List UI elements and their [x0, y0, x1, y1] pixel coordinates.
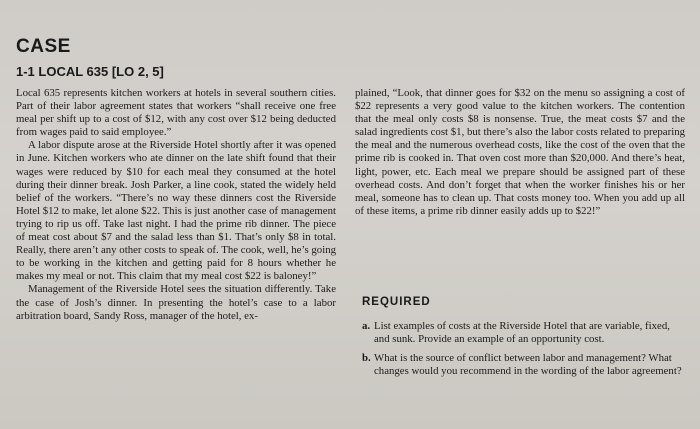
left-text-column	[16, 87, 336, 323]
required-item-b	[362, 352, 684, 378]
required-item-text: List examples of costs at the Riverside Hotel that are variable, fixed, and sunk. Provide an example of an opportunity cost.	[374, 320, 670, 346]
required-list	[362, 320, 684, 384]
case-subheading: 1-1 LOCAL 635 [LO 2, 5]	[16, 64, 164, 79]
required-item-text: What is the source of conflict between labor and management? What changes would you recommend in the wording of the labor agreement?	[374, 352, 682, 378]
paragraph-3: Management of the Riverside Hotel sees the situation differently. Take the case of Josh’s dinner. In presenting the hotel’s case to a labor arbitration board, Sandy Ross, manager of the hotel, ex-	[16, 283, 336, 322]
paragraph-1: Local 635 represents kitchen workers at hotels in several southern cities. Part of their labor agreement states that workers “shall receive one free meal per shift up to a cost of $12, with any cost over $12 being deducted from wages paid to said employee.”	[16, 87, 336, 139]
required-heading: REQUIRED	[362, 296, 431, 308]
required-item-label: a.	[362, 320, 371, 332]
required-item-label: b.	[362, 352, 371, 365]
paragraph-2: A labor dispute arose at the Riverside Hotel shortly after it was opened in June. Kitchen workers who ate dinner on the late shift found that their wages were reduced by $10 for each meal they consumed at the hotel during their dinner break. Josh Parker, a line cook, stated the widely held belief of the workers. “There’s no way these dinners cost the Riverside Hotel $12 to make, let alone $22. This is just another case of management trying to rip us off. Take last night. I had the prime rib dinner. The piece of meat cost about $7 and the salad less than $1. That’s only $8 in total. Really, there aren’t any other costs to speak of. The cook, well, he’s going to be working in the kitchen and getting paid for 8 hours whether he makes my meal or not. This claim that my meal cost $22 is baloney!”	[16, 139, 336, 283]
required-item-a	[362, 320, 684, 346]
paragraph-4: plained, “Look, that dinner goes for $32 on the menu so assigning a cost of $22 represents a very good value to the kitchen workers. The contention that the meal only costs $8 is nonsense. True, the meat costs $7 and the salad ingredients cost $1, but there’s also the labor costs related to preparing the meal and the numerous overhead costs, like the cost of the oven that the prime rib is cooked in. That oven cost more than $20,000. And there’s heat, light, power, etc. Each meal we prepare should be assigned part of these overhead costs. And don’t forget that when the worker finishes his or her meal, someone has to clean up. That costs money too. When you add up all of these items, a prime rib dinner easily adds up to $22!”	[355, 87, 685, 217]
right-text-column	[355, 87, 685, 218]
case-heading: CASE	[16, 36, 71, 57]
